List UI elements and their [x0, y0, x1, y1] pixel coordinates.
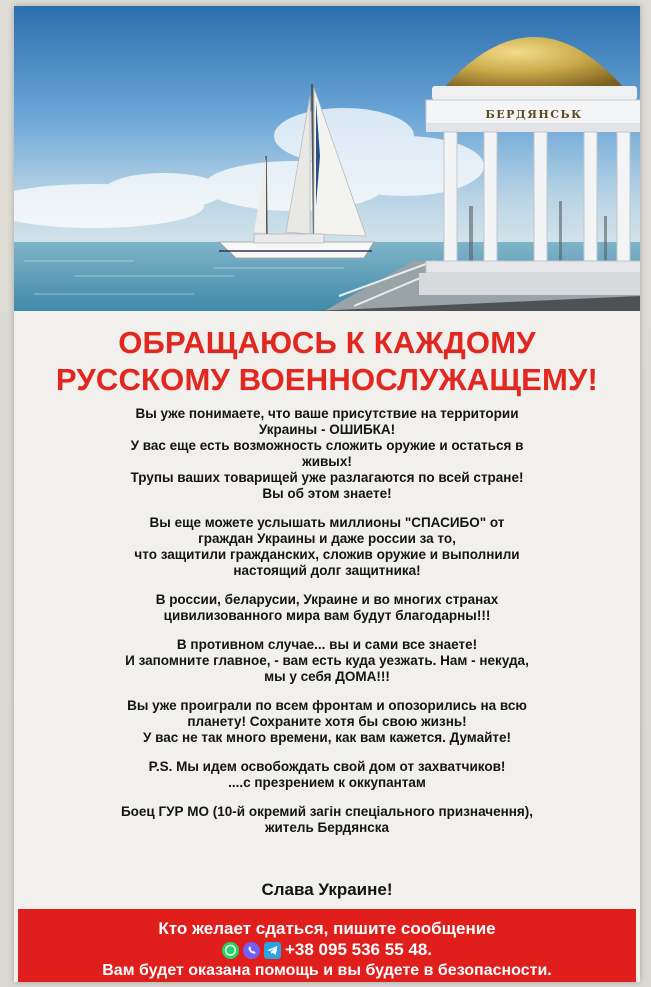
- contact-phone-row: [18, 940, 636, 960]
- contact-line-1: Кто желает сдаться, пишите сообщение: [158, 919, 496, 938]
- text-line: планету! Сохраните хотя бы свою жизнь!: [187, 714, 467, 729]
- appeal-text: [54, 406, 600, 849]
- contact-banner: [18, 909, 636, 982]
- phone-number: +38 095 536 55 48.: [285, 940, 432, 959]
- paragraph: [54, 406, 600, 502]
- text-line: что защитили гражданских, сложив оружие и выполнили: [134, 547, 520, 562]
- headline-line-1: ОБРАЩАЮСЬ К КАЖДОМУ: [118, 325, 536, 360]
- seascape-illustration: [14, 6, 640, 311]
- paragraph: [54, 592, 600, 624]
- paragraph: [54, 698, 600, 746]
- text-line: мы у себя ДОМА!!!: [264, 669, 390, 684]
- text-line: У вас еще есть возможность сложить оружие и остаться в: [130, 438, 524, 453]
- paragraph: [54, 759, 600, 791]
- text-line: граждан Украины и даже россии за то,: [198, 531, 456, 546]
- text-line: живых!: [302, 454, 352, 469]
- text-line: Украины - ОШИБКА!: [258, 422, 396, 437]
- closing-slogan: Слава Украине!: [261, 880, 393, 899]
- headline-line-2: РУССКОМУ ВОЕННОСЛУЖАЩЕМУ!: [55, 362, 599, 397]
- contact-line-3: Вам будет оказана помощь и вы будете в безопасности.: [102, 962, 552, 979]
- text-line: Трупы ваших товарищей уже разлагаются по всей стране!: [130, 470, 524, 485]
- text-line: P.S. Мы идем освобождать свой дом от захватчиков!: [148, 759, 506, 774]
- signature-paragraph: [54, 804, 600, 836]
- leaflet-poster: [14, 6, 640, 982]
- text-line: цивилизованного мира вам будут благодарны!!!: [163, 608, 491, 623]
- text-line: ....с презрением к оккупантам: [228, 775, 426, 790]
- text-line: житель Бердянска: [264, 820, 390, 835]
- text-line: У вас не так много времени, как вам кажется. Думайте!: [142, 730, 512, 745]
- text-line: Вы уже понимаете, что ваше присутствие на территории: [135, 406, 519, 421]
- text-line: И запомните главное, - вам есть куда уезжать. Нам - некуда,: [125, 653, 529, 668]
- viber-icon: [243, 942, 260, 959]
- rotunda-sign: БЕРДЯНСЬК: [485, 108, 583, 121]
- text-line: настоящий долг защитника!: [233, 563, 421, 578]
- paragraph: [54, 515, 600, 579]
- text-line: Вы об этом знаете!: [262, 486, 392, 501]
- text-line: В противном случае... вы и сами все знаете!: [176, 637, 478, 652]
- whatsapp-icon: [222, 942, 239, 959]
- text-line: Вы уже проиграли по всем фронтам и опозорились на всю: [127, 698, 527, 713]
- paragraph: [54, 637, 600, 685]
- headline: [14, 324, 640, 398]
- hero-image: [14, 6, 640, 311]
- telegram-icon: [264, 942, 281, 959]
- text-line: Боец ГУР МО (10-й окремий загін спеціального призначення),: [120, 804, 534, 819]
- text-line: В россии, беларусии, Украине и во многих странах: [155, 592, 499, 607]
- text-line: Вы еще можете услышать миллионы "СПАСИБО" от: [149, 515, 505, 530]
